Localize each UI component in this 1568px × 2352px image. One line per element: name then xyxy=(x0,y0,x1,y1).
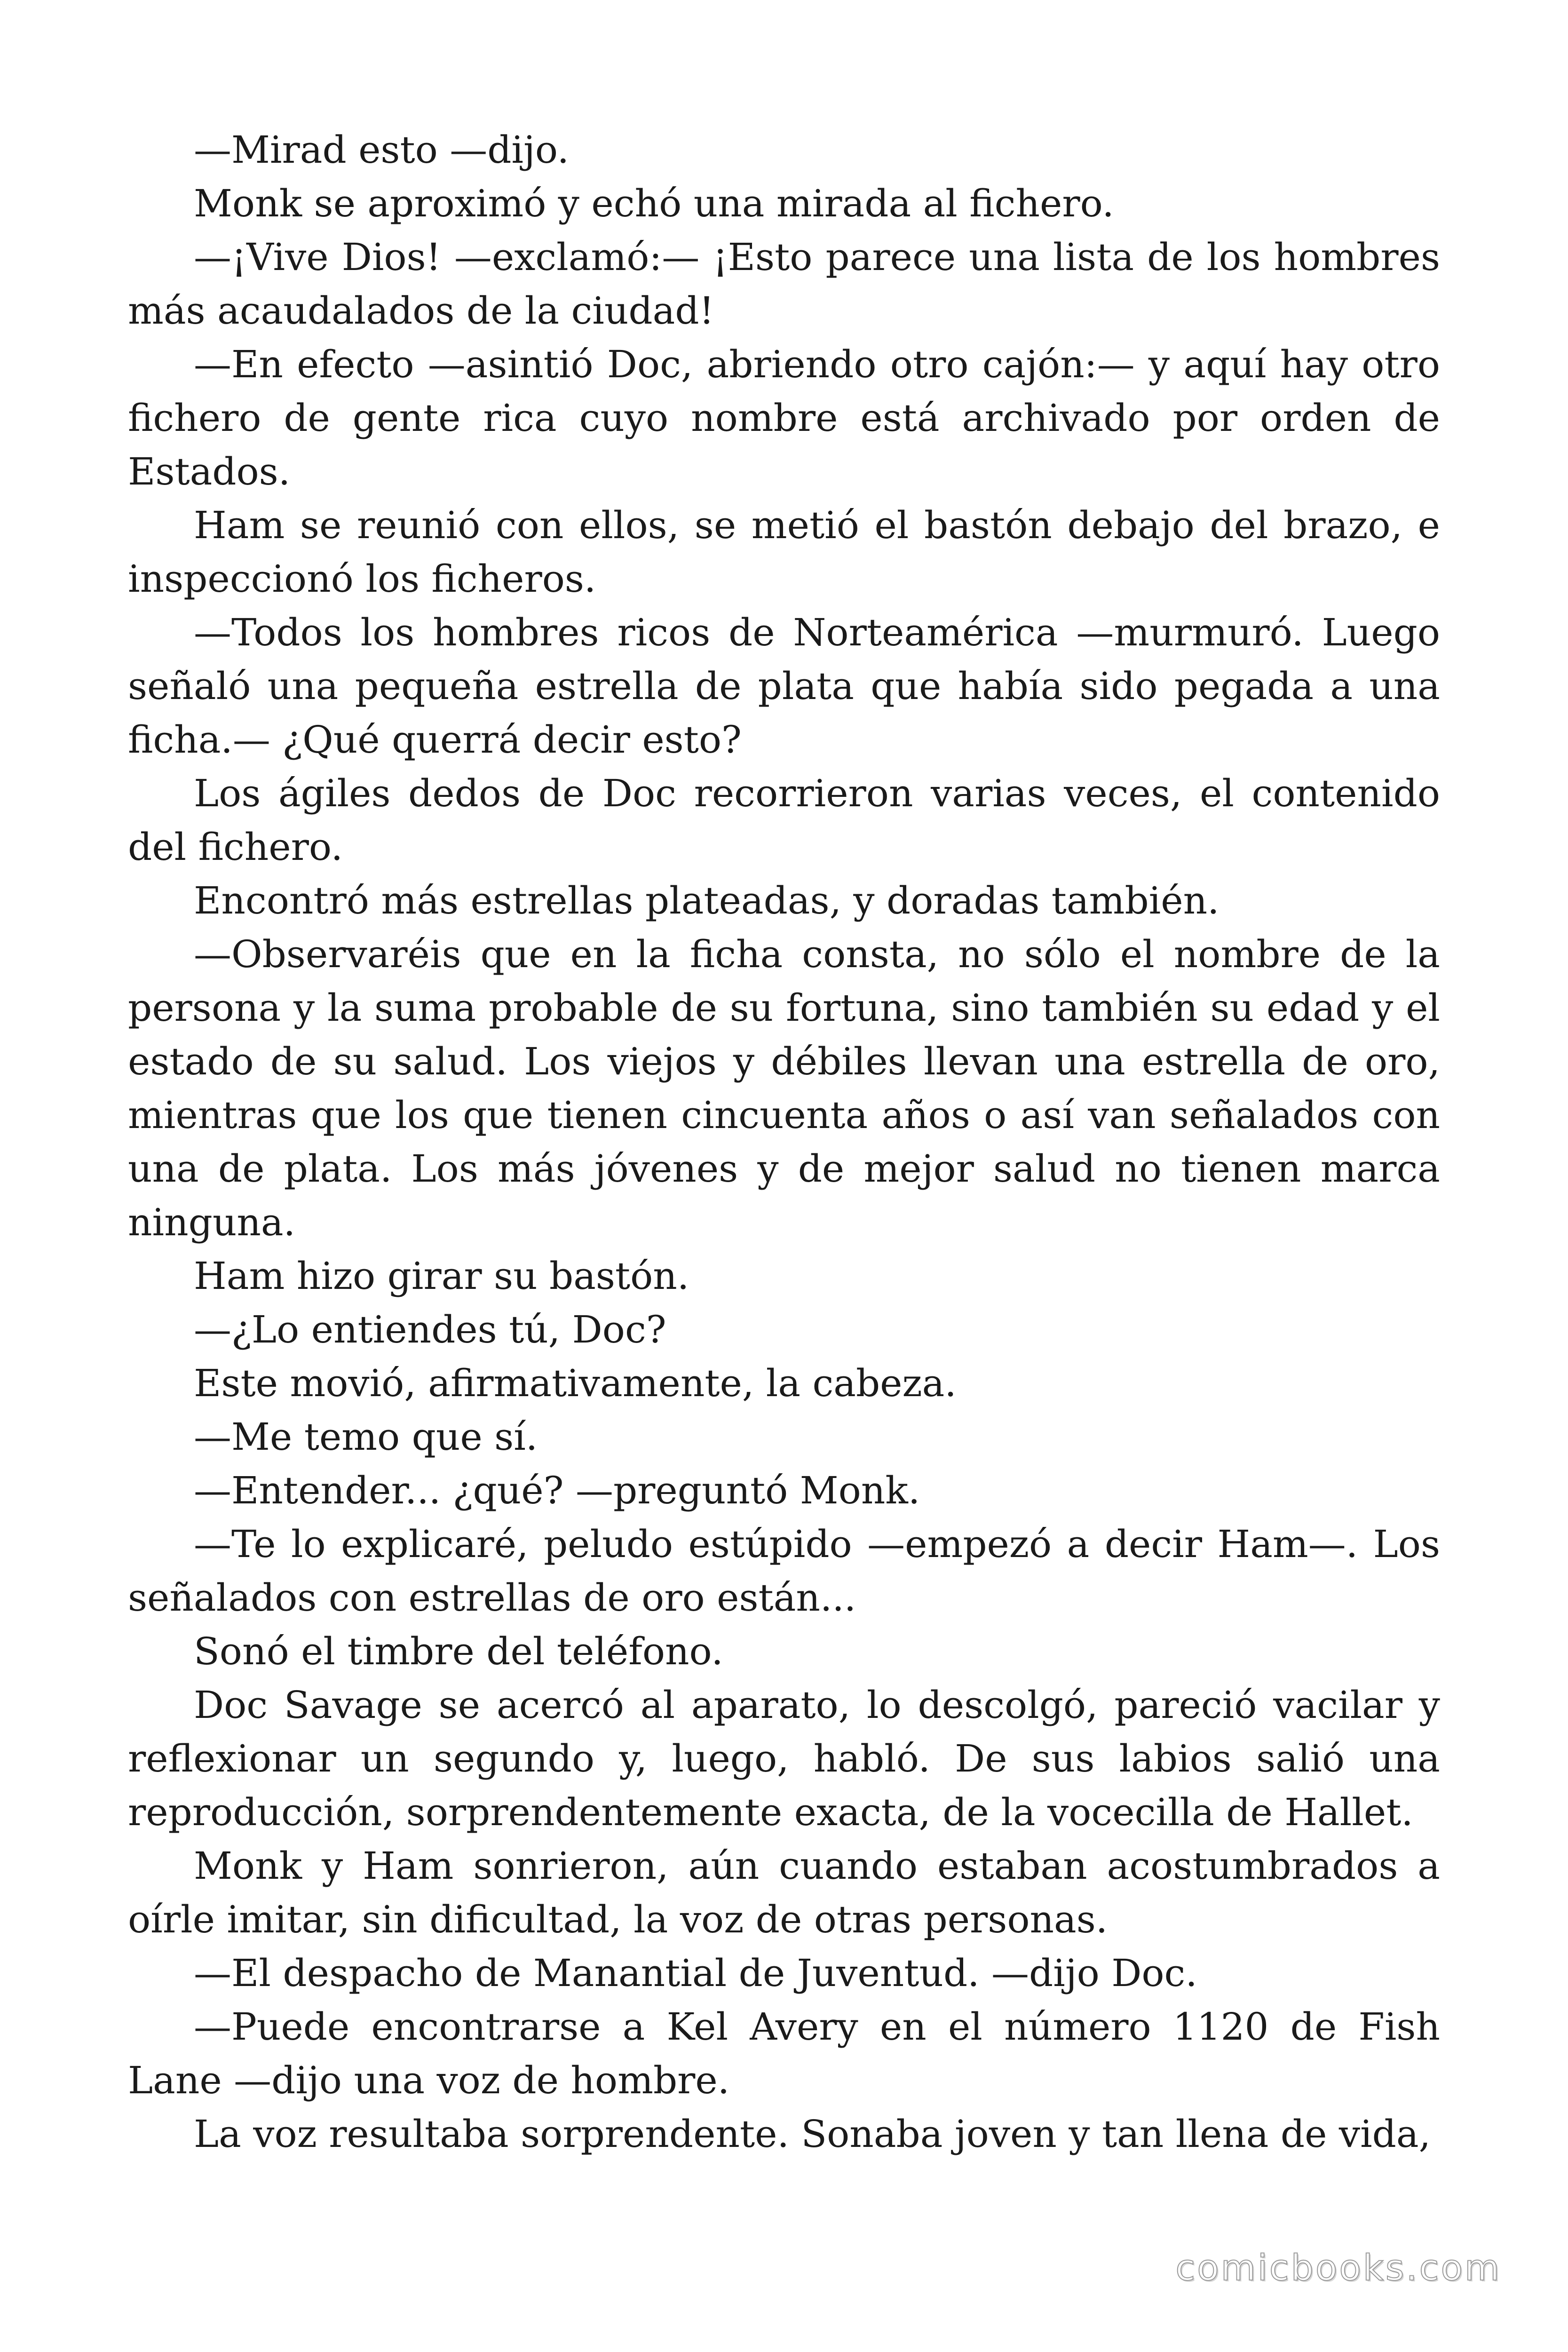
paragraph: Este movió, afirmativamente, la cabeza. xyxy=(194,1361,957,1405)
paragraph: Los ágiles dedos de Doc recorrieron varias veces, el contenido del fichero. xyxy=(128,771,1440,869)
paragraph: —El despacho de Manantial de Juventud. —dijo Doc. xyxy=(194,1951,1197,1995)
paragraph: La voz resultaba sorprendente. Sonaba joven y tan llena de vida, xyxy=(194,2112,1431,2156)
paragraph: —¡Vive Dios! —exclamó:— ¡Esto parece una lista de los hombres más acaudalados de la ciudad! xyxy=(128,235,1440,333)
paragraph: —Te lo explicaré, peludo estúpido —empezó a decir Ham—. Los señalados con estrellas de oro están... xyxy=(128,1522,1440,1620)
paragraph: —¿Lo entiendes tú, Doc? xyxy=(194,1308,666,1351)
paragraph: —Todos los hombres ricos de Norteamérica —murmuró. Luego señaló una pequeña estrella de plata que había sido pegada a una ficha.— ¿Qué querrá decir esto? xyxy=(128,611,1440,762)
paragraph: Sonó el timbre del teléfono. xyxy=(194,1629,723,1673)
paragraph: Ham hizo girar su bastón. xyxy=(194,1254,689,1298)
paragraph: Doc Savage se acercó al aparato, lo descolgó, pareció vacilar y reflexionar un segundo y, luego, habló. De sus labios salió una reproducción, sorprendentemente exacta, de la vocecilla de Hallet. xyxy=(128,1683,1440,1834)
paragraph: Encontró más estrellas plateadas, y doradas también. xyxy=(194,879,1220,922)
paragraph: —Observaréis que en la ficha consta, no sólo el nombre de la persona y la suma probable de su fortuna, sino también su edad y el estado de su salud. Los viejos y débiles llevan una estrella de oro, mientras que los que tienen cincuenta años o así van señalados con una de plata. Los más jóvenes y de mejor salud no tienen marca ninguna. xyxy=(128,932,1440,1244)
paragraph: Monk se aproximó y echó una mirada al fichero. xyxy=(194,182,1114,225)
paragraph: —Entender... ¿qué? —preguntó Monk. xyxy=(194,1469,920,1512)
book-page-text xyxy=(128,123,1440,2161)
paragraph: —Me temo que sí. xyxy=(194,1415,538,1459)
paragraph: —En efecto —asintió Doc, abriendo otro cajón:— y aquí hay otro fichero de gente rica cuyo nombre está archivado por orden de Estados. xyxy=(128,342,1440,493)
paragraph: Monk y Ham sonrieron, aún cuando estaban acostumbrados a oírle imitar, sin dificultad, la voz de otras personas. xyxy=(128,1844,1440,1941)
paragraph: —Mirad esto —dijo. xyxy=(194,128,570,172)
watermark: comicbooks.com xyxy=(1175,2247,1501,2288)
paragraph: —Puede encontrarse a Kel Avery en el número 1120 de Fish Lane —dijo una voz de hombre. xyxy=(128,2005,1440,2102)
paragraph: Ham se reunió con ellos, se metió el bastón debajo del brazo, e inspeccionó los ficheros. xyxy=(128,503,1440,601)
